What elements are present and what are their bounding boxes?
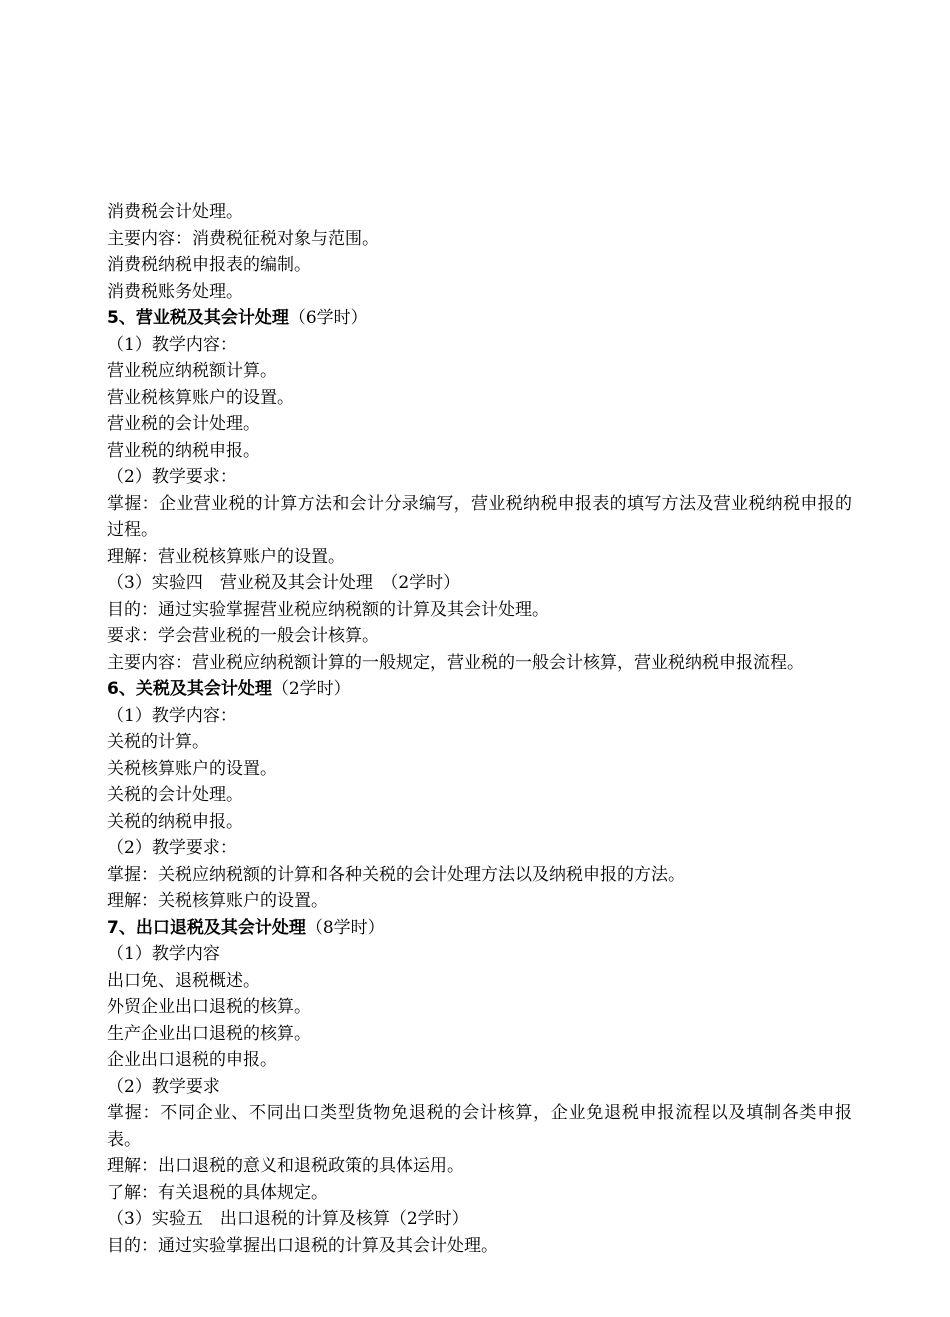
body-line: 了解：有关退税的具体规定。 <box>107 1182 328 1203</box>
body-line: 关税的纳税申报。 <box>107 811 243 832</box>
body-line: 消费税纳税申报表的编制。 <box>107 255 311 275</box>
body-line: 企业出口退税的申报。 <box>107 1050 277 1070</box>
body-line: 出口免、退税概述。 <box>107 970 260 991</box>
body-line: 目的：通过实验掌握出口退税的计算及其会计处理。 <box>107 1235 498 1256</box>
body-line: 营业税的会计处理。 <box>107 414 260 434</box>
body-line: 关税的会计处理。 <box>107 785 243 805</box>
body-line: 外贸企业出口退税的核算。 <box>107 997 311 1017</box>
body-line: 理解：关税核算账户的设置。 <box>107 891 328 911</box>
section-heading-title: 5、营业税及其会计处理 <box>107 308 289 328</box>
section-heading-hours: （2学时） <box>271 679 351 699</box>
body-line: 消费税会计处理。 <box>107 202 243 222</box>
document-body <box>107 199 852 1259</box>
body-line: （1）教学内容： <box>107 334 237 355</box>
body-paragraph: 掌握：不同企业、不同出口类型货物免退税的会计核算，企业免退税申报流程以及填制各类申报表。 <box>107 1103 852 1150</box>
body-line: 营业税核算账户的设置。 <box>107 387 294 408</box>
body-line: 理解：营业税核算账户的设置。 <box>107 546 345 567</box>
section-heading-title: 6、关税及其会计处理 <box>107 679 272 699</box>
body-line: 要求：学会营业税的一般会计核算。 <box>107 626 379 646</box>
body-line: 掌握：关税应纳税额的计算和各种关税的会计处理方法以及纳税申报的方法。 <box>107 864 685 885</box>
body-line: （2）教学要求 <box>107 1076 220 1097</box>
body-line: （2）教学要求： <box>107 838 237 858</box>
body-line: （3）实验四 营业税及其会计处理 （2学时） <box>107 573 461 593</box>
body-line: 理解：出口退税的意义和退税政策的具体运用。 <box>107 1156 464 1176</box>
section-heading-title: 7、出口退税及其会计处理 <box>107 917 306 938</box>
body-paragraph: 主要内容：营业税应纳税额计算的一般规定，营业税的一般会计核算，营业税纳税申报流程。 <box>107 652 804 673</box>
section-heading-hours: （6学时） <box>288 308 368 328</box>
body-line: 营业税的纳税申报。 <box>107 440 260 461</box>
body-line: 主要内容：消费税征税对象与范围。 <box>107 228 379 249</box>
body-paragraph: 掌握：企业营业税的计算方法和会计分录编写，营业税纳税申报表的填写方法及营业税纳税申报的过程。 <box>107 493 852 540</box>
body-line: 目的：通过实验掌握营业税应纳税额的计算及其会计处理。 <box>107 599 549 620</box>
body-line: 关税核算账户的设置。 <box>107 758 277 779</box>
body-line: （1）教学内容： <box>107 705 237 726</box>
body-line: （3）实验五 出口退税的计算及核算（2学时） <box>107 1209 469 1229</box>
body-line: 关税的计算。 <box>107 732 209 752</box>
section-heading <box>107 676 852 703</box>
body-line: （2）教学要求： <box>107 467 237 487</box>
section-heading <box>107 915 852 942</box>
body-line: 营业税应纳税额计算。 <box>107 361 277 381</box>
body-line: 消费税账务处理。 <box>107 281 243 302</box>
section-heading-hours: （8学时） <box>305 917 385 938</box>
body-line: 生产企业出口退税的核算。 <box>107 1023 311 1044</box>
body-line: （1）教学内容 <box>107 944 220 964</box>
section-heading <box>107 305 852 332</box>
